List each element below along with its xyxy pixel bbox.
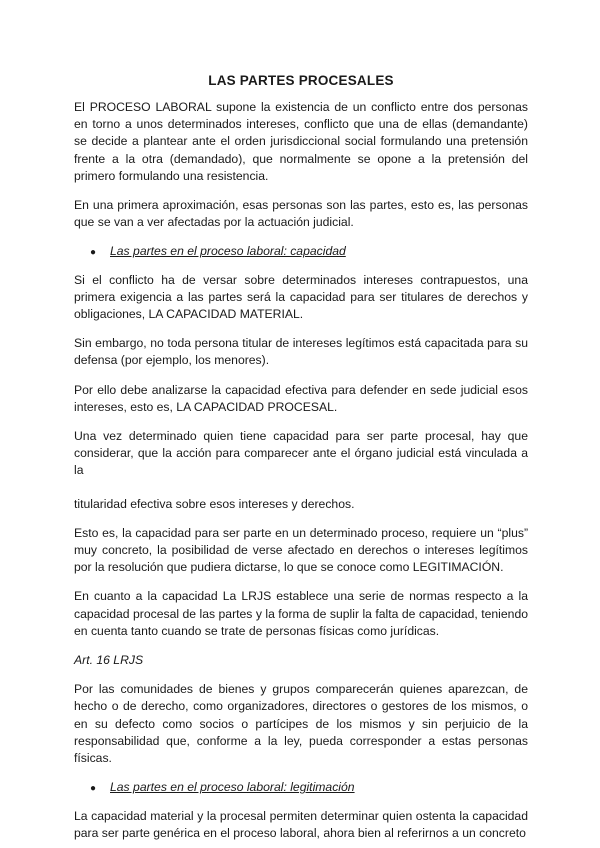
paragraph-capacidad-procesal: Por ello debe analizarse la capacidad efectiva para defender en sede judicial esos intereses, esto es, LA CAPACIDAD PROCESAL.: [74, 382, 528, 414]
bullet-legitimacion-text: Las partes en el proceso laboral: legitimación: [110, 780, 355, 795]
bullet-legitimacion: [90, 779, 528, 797]
paragraph-proceso-laboral: El PROCESO LABORAL supone la existencia de un conflicto entre dos personas en torno a unos determinados intereses, conflicto que una de ellas (demandante) se decide a plantear ante el orden jurisdiccional social formulando una pretensión frente a la otra (demandado), que normalmente se opone a la pretensión del primero formulando una resistencia.: [74, 100, 528, 183]
bullet-dot-icon: ●: [90, 783, 97, 795]
bullet-capacidad-text: Las partes en el proceso laboral: capacidad: [110, 244, 346, 259]
paragraph-capacidad-generica: La capacidad material y la procesal permiten determinar quien ostenta la capacidad para ser parte genérica en el proceso laboral, ahora bien al referirnos a un concreto: [74, 808, 528, 840]
bullet-dot-icon: ●: [90, 247, 97, 259]
paragraph-primera-aproximacion: En una primera aproximación, esas personas son las partes, esto es, las personas que se van a ver afectadas por la actuación judicial.: [74, 198, 528, 230]
paragraph-comunidades-bienes: Por las comunidades de bienes y grupos comparecerán quienes aparezcan, de hecho o de derecho, como organizadores, directores o gestores de los mismos, o en su defecto como socios o partícipes de los mismos y sin perjuicio de la responsabilidad que, conforme a la ley, pueda corresponder a estas personas físicas.: [74, 682, 528, 766]
paragraph-lrjs-normas: En cuanto a la capacidad La LRJS establece una serie de normas respecto a la capacidad procesal de las partes y la forma de suplir la falta de capacidad, teniendo en cuenta tanto cuando se trate de personas físicas como jurídicas.: [74, 589, 528, 638]
article-reference: Art. 16 LRJS: [74, 653, 144, 668]
paragraph-capacidad-material: Si el conflicto ha de versar sobre determinados intereses contrapuestos, una primera exigencia a las partes será la capacidad para ser titulares de derechos y obligaciones, LA CAPACIDAD MATERIAL.: [74, 272, 528, 322]
bullet-capacidad: [90, 243, 528, 261]
paragraph-una-vez-determinado: Una vez determinado quien tiene capacidad para ser parte procesal, hay que considerar, que la acción para comparecer ante el órgano judicial está vinculada a la: [74, 429, 528, 478]
paragraph-sin-embargo: Sin embargo, no toda persona titular de intereses legítimos está capacitada para su defensa (por ejemplo, los menores).: [74, 336, 528, 368]
paragraph-legitimacion: Esto es, la capacidad para ser parte en un determinado proceso, requiere un “plus” muy concreto, la posibilidad de verse afectado en derechos o intereses legítimos por la resolución que pudiera dictarse, lo que se conoce como LEGITIMACIÓN.: [74, 525, 528, 575]
paragraph-titularidad: titularidad efectiva sobre esos intereses y derechos.: [74, 496, 355, 511]
page-title: LAS PARTES PROCESALES: [208, 73, 394, 88]
